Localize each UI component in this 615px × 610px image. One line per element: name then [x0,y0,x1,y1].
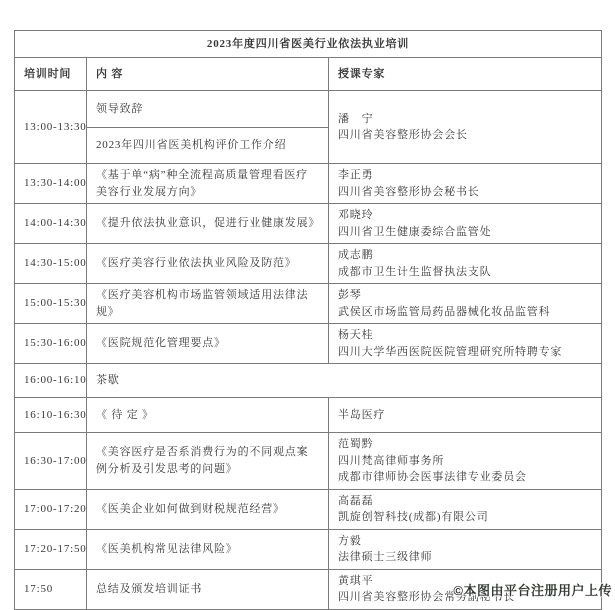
table-row [15,284,602,324]
expert-org: 成都市卫生计生监督执法支队 [338,265,492,278]
table-row-break [15,364,602,398]
time-cell: 17:00-17:20 [15,489,87,529]
expert-name: 李正勇 [338,169,374,181]
expert-org: 四川省美容整形协会常务副秘书长 [338,591,515,603]
content-cell: 《基于单“病”种全流程高质量管理看医疗美容行业发展方向》 [87,164,329,204]
time-cell: 15:30-16:00 [15,324,87,364]
expert-org: 四川省美容整形协会秘书长 [338,185,480,198]
expert-name: 黄琪平 [338,574,374,587]
header-cell-content: 内 容 [87,58,329,91]
expert-cell [329,244,602,284]
time-cell: 17:50 [15,569,87,609]
expert-org: 武侯区市场监管局药品器械化妆品监管科 [338,305,551,318]
expert-name: 彭琴 [338,289,362,301]
time-cell: 16:30-17:00 [15,433,87,490]
content-cell: 《医院规范化管理要点》 [87,324,329,364]
header-cell-time: 培训时间 [15,58,87,91]
content-cell: 《医美机构常见法律风险》 [87,529,329,569]
content-cell: 领导致辞 [87,91,329,128]
expert-cell [329,91,602,164]
content-cell: 《提升依法执业意识，促进行业健康发展》 [87,204,329,244]
watermark: ©本图由平台注册用户上传 [453,583,612,598]
expert-name: 范蜀黔 [338,438,374,450]
expert-org: 四川省美容整形协会会长 [338,129,468,141]
time-cell: 13:30-14:00 [15,164,87,204]
expert-name: 高磊磊 [338,494,374,507]
expert-org: 四川大学华西医院医院管理研究所特聘专家 [338,345,563,358]
expert-org-2: 成都市律师协会医事法律专业委员会 [338,471,527,483]
page-title: 2023年度四川省医美行业依法执业培训 [15,31,602,58]
time-cell: 17:20-17:50 [15,529,87,569]
content-cell: 《医美企业如何做到财税规范经营》 [87,489,329,529]
time-cell: 13:00-13:30 [15,91,87,164]
content-cell: 《 待 定 》 [87,398,329,433]
time-cell: 14:30-15:00 [15,244,87,284]
expert-cell [329,164,602,204]
expert-name: 潘 宁 [338,112,374,125]
table-row [15,398,602,433]
table-row [15,324,602,364]
expert-cell [329,489,602,529]
expert-org: 法律硕士三级律师 [338,551,433,563]
content-cell: 总结及颁发培训证书 [87,569,329,609]
table-row [15,244,602,284]
expert-name: 杨天桂 [338,329,374,341]
expert-org: 凯旋创智科技(成都)有限公司 [338,511,489,523]
table-row [15,204,602,244]
table-row [15,489,602,529]
expert-name: 方毅 [338,534,362,547]
content-cell: 《医疗美容机构市场监管领域适用法律法规》 [87,284,329,324]
time-cell: 16:00-16:10 [15,364,87,398]
content-cell: 《医疗美容行业依法执业风险及防范》 [87,244,329,284]
expert-name: 邓晓玲 [338,209,374,221]
title-row [15,31,602,58]
expert-cell [329,204,602,244]
expert-cell [329,284,602,324]
training-schedule-table [14,30,602,610]
expert-cell [329,433,602,490]
time-cell: 15:00-15:30 [15,284,87,324]
expert-name: 成志鹏 [338,249,374,261]
table-row [15,433,602,490]
table-row [15,164,602,204]
header-cell-expert: 授课专家 [329,58,602,91]
table-row [15,91,602,128]
table-row [15,529,602,569]
expert-cell [329,529,602,569]
header-row [15,58,602,91]
time-cell: 14:00-14:30 [15,204,87,244]
time-cell: 16:10-16:30 [15,398,87,433]
expert-name: 半岛医疗 [338,408,386,421]
expert-org: 四川省卫生健康委综合监管处 [338,225,492,238]
expert-cell [329,324,602,364]
content-cell: 2023年四川省医美机构评价工作介绍 [87,128,329,164]
content-cell: 《美容医疗是否系消费行为的不同观点案例分析及引发思考的问题》 [87,433,329,490]
content-cell: 茶歇 [87,364,602,398]
expert-cell [329,398,602,433]
expert-org: 四川梵高律师事务所 [338,454,445,467]
